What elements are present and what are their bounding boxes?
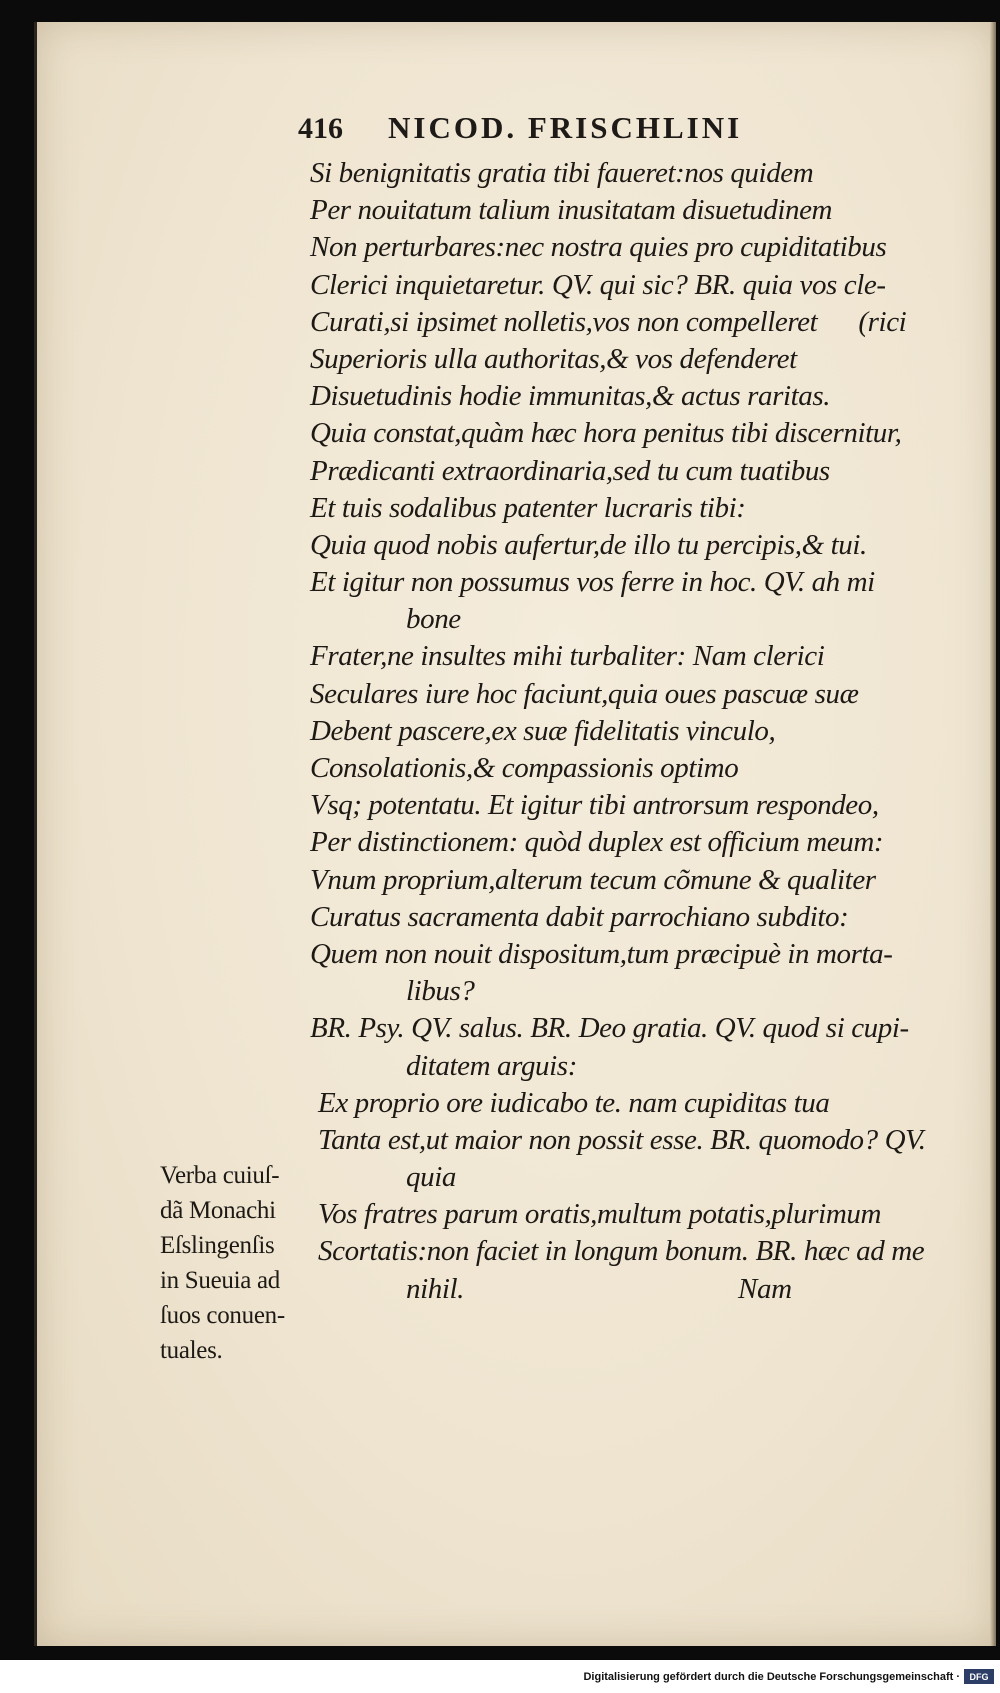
running-head: NICOD. FRISCHLINI xyxy=(388,110,743,145)
text-line: Vos fratres parum oratis,multum potatis,plurimum xyxy=(318,1198,882,1231)
marginal-note-line: Eſslingenſis xyxy=(160,1232,275,1259)
page-number: 416 xyxy=(298,112,343,145)
marginal-note-line: Verba cuiuſ- xyxy=(160,1162,280,1189)
text-line: Quia constat,quàm hæc hora penitus tibi discernitur, xyxy=(310,417,902,450)
text-line: Et tuis sodalibus patenter lucraris tibi: xyxy=(310,491,746,524)
text-line: Debent pascere,ex suæ fidelitatis vinculo, xyxy=(310,714,776,747)
dfg-logo-icon: DFG xyxy=(964,1669,994,1684)
page-header xyxy=(298,110,858,150)
marginal-note-line: dã Monachi xyxy=(160,1197,276,1224)
text-line: Consolationis,& compassionis optimo xyxy=(310,752,739,784)
text-line-continuation: quia xyxy=(406,1161,456,1194)
text-line: Ex proprio ore iudicabo te. nam cupiditas tua xyxy=(318,1086,830,1119)
page-edge xyxy=(990,22,996,1646)
footer-credit: Digitalisierung gefördert durch die Deutsche Forschungsgemeinschaft · xyxy=(583,1671,960,1683)
text-line: Scortatis:non faciet in longum bonum. BR. hæc ad me xyxy=(318,1235,925,1268)
text-line: Si benignitatis gratia tibi faueret:nos quidem xyxy=(310,157,814,189)
text-line: Clerici inquietaretur. QV. qui sic? BR. quia vos cle- xyxy=(310,268,886,301)
text-line: Prædicanti extraordinaria,sed tu cum tuatibus xyxy=(310,454,830,487)
marginal-note-line: tuales. xyxy=(160,1337,223,1364)
text-line: Per nouitatum talium inusitatam disuetudinem xyxy=(310,194,833,227)
text-line: Non perturbares:nec nostra quies pro cupiditatibus xyxy=(310,231,887,264)
text-line: Frater,ne insultes mihi turbaliter: Nam clerici xyxy=(310,640,825,673)
text-line-continuation: bone xyxy=(406,603,461,636)
text-line: Curatus sacramenta dabit parrochiano subdito: xyxy=(310,900,849,933)
text-line: Vsq; potentatu. Et igitur tibi antrorsum respondeo, xyxy=(310,789,879,822)
text-line: Seculares iure hoc faciunt,quia oues pascuæ suæ xyxy=(310,677,859,710)
text-line-continuation: nihil. Nam xyxy=(406,1272,792,1305)
text-line: BR. Psy. QV. salus. BR. Deo gratia. QV. quod si cupi- xyxy=(310,1012,909,1045)
marginal-note-line: in Sueuia ad xyxy=(160,1267,280,1294)
text-line: Disuetudinis hodie immunitas,& actus raritas. xyxy=(310,380,831,413)
marginal-note xyxy=(160,1158,320,1368)
text-line: Superioris ulla authoritas,& vos defenderet xyxy=(310,342,797,375)
text-line: Curati,si ipsimet nolletis,vos non compelleret (rici xyxy=(310,305,907,338)
text-line-continuation: libus? xyxy=(406,975,475,1008)
text-line: Vnum proprium,alterum tecum cõmune & qualiter xyxy=(310,863,876,896)
text-line: Tanta est,ut maior non possit esse. BR. quomodo? QV. xyxy=(318,1123,926,1156)
text-line: Quia quod nobis aufertur,de illo tu percipis,& tui. xyxy=(310,528,867,561)
text-line-continuation: ditatem arguis: xyxy=(406,1049,577,1082)
marginal-note-line: ſuos conuen- xyxy=(160,1302,285,1329)
text-line: Per distinctionem: quòd duplex est officium meum: xyxy=(310,826,884,859)
text-line: Quem non nouit dispositum,tum præcipuè in morta- xyxy=(310,937,893,970)
text-line: Et igitur non possumus vos ferre in hoc. QV. ah mi xyxy=(310,566,875,599)
main-text xyxy=(310,155,970,1308)
